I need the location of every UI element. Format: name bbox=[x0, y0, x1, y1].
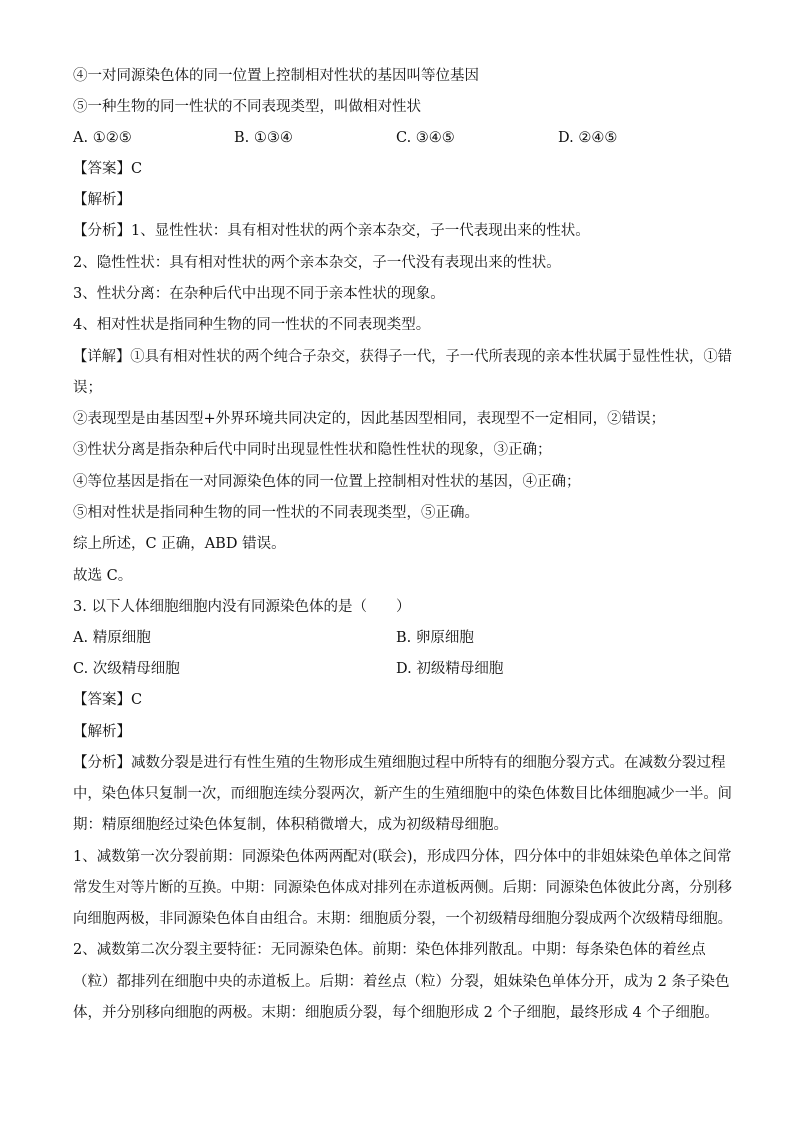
q2-detail-line: 【详解】①具有相对性状的两个纯合子杂交，获得子一代，子一代所表现的亲本性状属于显性性状，①错 bbox=[73, 349, 732, 365]
statement-4: ④一对同源染色体的同一位置上控制相对性状的基因叫等位基因 bbox=[73, 68, 479, 84]
statement-5: ⑤一种生物的同一性状的不同表现类型，叫做相对性状 bbox=[73, 99, 421, 115]
q2-analysis-line: 2、隐性性状：具有相对性状的两个亲本杂交，子一代没有表现出来的性状。 bbox=[73, 255, 561, 271]
q3-analysis-line: 中，染色体只复制一次，而细胞连续分裂两次，新产生的生殖细胞中的染色体数目比体细胞减少一半。间 bbox=[73, 786, 732, 802]
q3-analysis-heading: 【解析】 bbox=[73, 724, 131, 740]
q2-detail-line: ③性状分离是指杂种后代中同时出现显性性状和隐性性状的现象，③正确； bbox=[73, 442, 552, 458]
q2-option-c: C. ③④⑤ bbox=[396, 130, 455, 146]
q2-detail-line: ④等位基因是指在一对同源染色体的同一位置上控制相对性状的基因，④正确； bbox=[73, 474, 581, 490]
q2-option-a: A. ①②⑤ bbox=[73, 130, 132, 146]
q2-answer: 【答案】C bbox=[73, 161, 143, 177]
q3-option-a: A. 精原细胞 bbox=[73, 630, 151, 646]
q2-analysis-line: 【分析】1、显性性状：具有相对性状的两个亲本杂交，子一代表现出来的性状。 bbox=[73, 223, 590, 239]
q2-detail-line: ②表现型是由基因型+外界环境共同决定的，因此基因型相同，表现型不一定相同，②错误； bbox=[73, 411, 666, 427]
q3-analysis-line: 2、减数第二次分裂主要特征：无同源染色体。前期：染色体排列散乱。中期：每条染色体的着丝点 bbox=[73, 942, 706, 958]
q3-analysis-line: （粒）都排列在细胞中央的赤道板上。后期：着丝点（粒）分裂，姐妹染色单体分开，成为 2 条子染色 bbox=[73, 974, 730, 990]
q3-answer: 【答案】C bbox=[73, 692, 143, 708]
q3-analysis-line: 【分析】减数分裂是进行有性生殖的生物形成生殖细胞过程中所特有的细胞分裂方式。在减数分裂过程 bbox=[73, 755, 726, 771]
q2-detail-line: 误； bbox=[73, 380, 102, 396]
q3-question: 3. 以下人体细胞细胞内没有同源染色体的是（ ） bbox=[73, 599, 411, 615]
q3-option-d: D. 初级精母细胞 bbox=[396, 661, 504, 677]
q3-analysis-line: 体，并分别移向细胞的两极。末期：细胞质分裂，每个细胞形成 2 个子细胞，最终形成 4 个子细胞。 bbox=[73, 1005, 719, 1021]
q2-detail-line: ⑤相对性状是指同种生物的同一性状的不同表现类型，⑤正确。 bbox=[73, 505, 479, 521]
q3-option-c: C. 次级精母细胞 bbox=[73, 661, 180, 677]
q3-option-b: B. 卵原细胞 bbox=[396, 630, 474, 646]
q2-option-b: B. ①③④ bbox=[234, 130, 293, 146]
q2-detail-line: 故选 C。 bbox=[73, 568, 133, 584]
q3-analysis-line: 向细胞两极，非同源染色体自由组合。末期：细胞质分裂，一个初级精母细胞分裂成两个次级精母细胞。 bbox=[73, 911, 732, 927]
q3-analysis-line: 常发生对等片断的互换。中期：同源染色体成对排列在赤道板两侧。后期：同源染色体彼此分离，分别移 bbox=[73, 880, 732, 896]
q2-analysis-line: 4、相对性状是指同种生物的同一性状的不同表现类型。 bbox=[73, 317, 431, 333]
q2-option-d: D. ②④⑤ bbox=[558, 130, 618, 146]
q3-analysis-line: 期：精原细胞经过染色体复制，体积稍微增大，成为初级精母细胞。 bbox=[73, 817, 508, 833]
q2-analysis-heading: 【解析】 bbox=[73, 192, 131, 208]
q2-detail-line: 综上所述，C 正确，ABD 错误。 bbox=[73, 536, 286, 552]
q3-analysis-line: 1、减数第一次分裂前期：同源染色体两两配对(联会)，形成四分体，四分体中的非姐妹染色单体之间常 bbox=[73, 849, 732, 865]
q2-analysis-line: 3、性状分离：在杂种后代中出现不同于亲本性状的现象。 bbox=[73, 286, 445, 302]
